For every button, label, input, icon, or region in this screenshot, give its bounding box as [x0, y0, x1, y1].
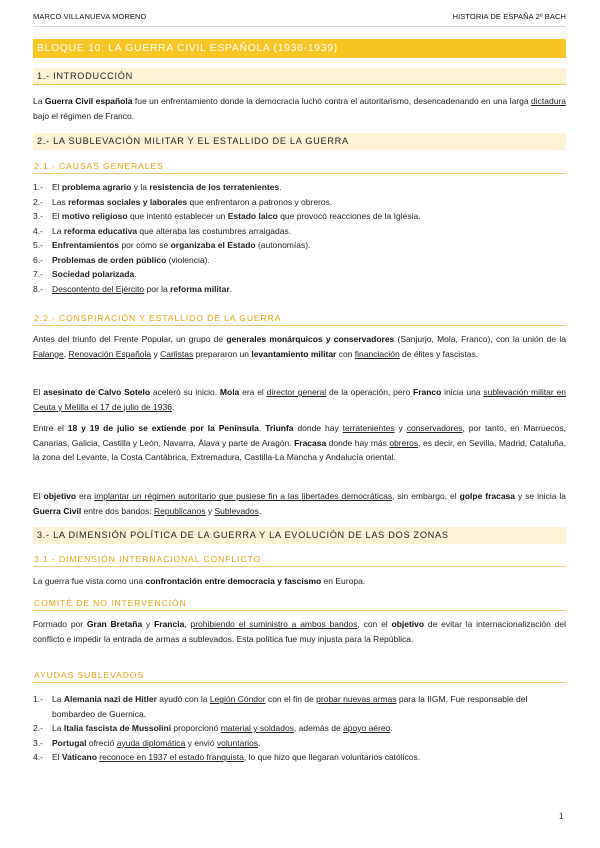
section-3-heading: 3.- LA DIMENSIÓN POLÍTICA DE LA GUERRA Y LA EVOLUCIÓN DE LAS DOS ZONAS	[33, 527, 566, 544]
objective-paragraph: El objetivo era implantar un régimen autoritario que pusiese fin a las libertades democráticas, sin embargo, el golpe fracasa y se inicia la Guerra Civil entre dos bandos: Republicanos y Sublevados.	[33, 491, 566, 516]
conspiracy-paragraph: Antes del triunfo del Frente Popular, un grupo de generales monárquicos y conservadores (Sanjurjo, Mola, Franco), con la unión de la Falange, Renovación Española y Carlistas prepararon un levantamiento militar con financiación de élites y fascistas.	[33, 334, 566, 359]
list-item: 3.- Portugal ofreció ayuda diplomática y envió voluntarios.	[33, 737, 261, 748]
causes-list	[33, 180, 566, 296]
list-item: 2.- La Italia fascista de Mussolini proporcionó material y soldados, además de apoyo aéreo.	[33, 723, 393, 733]
header-course: HISTORIA DE ESPAÑA 2º BACH	[452, 12, 566, 21]
calvo-sotelo-paragraph: El asesinato de Calvo Sotelo aceleró su inicio. Mola era el director general de la operación, pero Franco inicia una sublevación militar en Ceuta y Melilla el 17 de julio de 1936.	[33, 387, 566, 412]
header-author: MARCO VILLANUEVA MORENO	[33, 12, 147, 21]
international-paragraph: La guerra fue vista como una confrontación entre democracia y fascismo en Europa.	[33, 576, 366, 586]
section-1-heading: 1.- INTRODUCCIÓN	[33, 68, 566, 85]
intro-paragraph: La Guerra Civil española fue un enfrentamiento donde la democracia luchó contra el autoritarismo, desencadenando en una larga dictadura bajo el régimen de Franco.	[33, 96, 566, 121]
list-item: 4.- La reforma educativa que alteraba las costumbres arraigadas.	[33, 225, 292, 236]
bloque-title: BLOQUE 10: LA GUERRA CIVIL ESPAÑOLA (1936-1939)	[33, 39, 566, 58]
section-2-heading: 2.- LA SUBLEVACIÓN MILITAR Y EL ESTALLIDO DE LA GUERRA	[33, 133, 566, 150]
list-item: 5.- Enfrentamientos por cómo se organizaba el Estado (autonomías).	[33, 240, 311, 250]
subsection-2-1-heading: 2.1.- CAUSAS GENERALES	[33, 161, 566, 174]
list-item: 4.- El Vaticano reconoce en 1937 el estado franquista, lo que hizo que llegaran voluntarios católicos.	[33, 752, 421, 762]
subsection-3-1-heading: 3.1.- DIMENSIÓN INTERNACIONAL CONFLICTO	[33, 554, 566, 567]
list-item: 7.- Sociedad polarizada.	[33, 269, 137, 279]
list-item: 2.- Las reformas sociales y laborales que enfrentaron a patronos y obreros.	[33, 196, 333, 207]
comite-heading: COMITÉ DE NO INTERVENCIÓN	[33, 598, 566, 611]
comite-paragraph: Formado por Gran Bretaña y Francia, prohibiendo el suministro a ambos bandos, con el objetivo de evitar la internacionalización del conflicto e impedir la entrada de armas a sublevados. Esta política fue muy injusta para la República.	[33, 619, 566, 644]
list-item: 8.- Descontento del Ejército por la reforma militar.	[33, 283, 233, 294]
list-item: 1.- La Alemania nazi de Hitler ayudó con la Legión Cóndor con el fin de probar nuevas armas para la IIGM. Fue responsable del bombardeo de Guernica.	[33, 694, 528, 719]
subsection-2-2-heading: 2.2.- CONSPIRACIÓN Y ESTALLIDO DE LA GUERRA	[33, 313, 566, 326]
list-item: 6.- Problemas de orden público (violencia).	[33, 254, 210, 265]
ayudas-heading: AYUDAS SUBLEVADOS	[33, 670, 566, 683]
list-item: 1.- El problema agrario y la resistencia de los terratenientes.	[33, 182, 282, 192]
ayudas-list	[33, 692, 566, 765]
header-divider	[33, 26, 566, 27]
list-item: 3.- El motivo religioso que intentó establecer un Estado laico que provocó reacciones de la Iglesia.	[33, 211, 421, 221]
page-number: 1	[559, 812, 564, 821]
uprising-spread-paragraph: Entre el 18 y 19 de julio se extiende por la Península. Triunfa donde hay terratenientes y conservadores, por tanto, en Marruecos, Canarias, Galicia, Castilla y León, Navarra, Álava y parte de Aragón. Fracasa donde hay más obreros, es decir, en Sevilla, Madrid, Cataluña, la zona del Levante, la Costa Cantábrica, Extremadura, Castilla-La Mancha y Andalucía oriental.	[33, 423, 567, 463]
